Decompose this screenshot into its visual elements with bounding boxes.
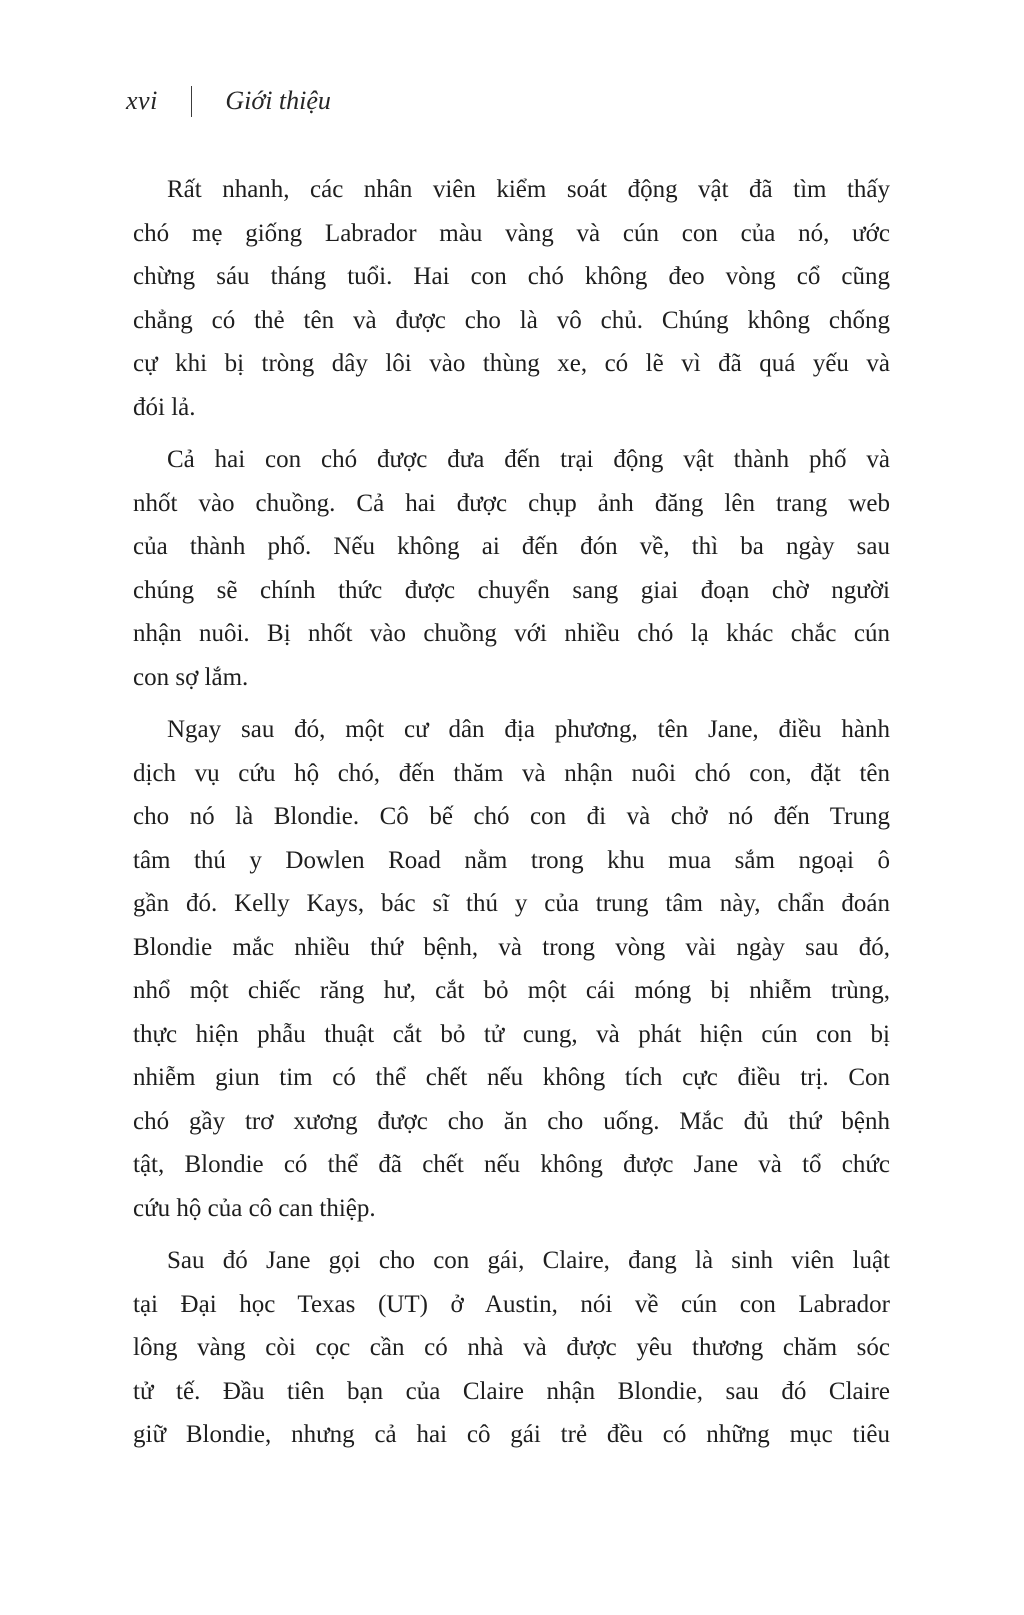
body-text	[133, 168, 890, 1466]
text-line: cứu hộ của cô can thiệp.	[133, 1194, 376, 1222]
text-line: nhận nuôi. Bị nhốt vào chuồng với nhiều chó lạ khác chắc cún	[133, 620, 890, 647]
text-line: Sau đó Jane gọi cho con gái, Claire, đang là sinh viên luật	[167, 1247, 890, 1274]
text-line: chó mẹ giống Labrador màu vàng và cún con của nó, ước	[133, 219, 890, 247]
text-line: tử tế. Đầu tiên bạn của Claire nhận Blondie, sau đó Claire	[133, 1377, 890, 1405]
text-line: dịch vụ cứu hộ chó, đến thăm và nhận nuôi chó con, đặt tên	[133, 759, 890, 787]
text-line: thực hiện phẫu thuật cắt bỏ tử cung, và phát hiện cún con bị	[133, 1020, 890, 1048]
paragraph	[133, 438, 890, 699]
text-line: Ngay sau đó, một cư dân địa phương, tên Jane, điều hành	[167, 716, 890, 743]
text-line: Cả hai con chó được đưa đến trại động vật thành phố và	[167, 446, 890, 473]
text-line: lông vàng còi cọc cần có nhà và được yêu thương chăm sóc	[133, 1334, 890, 1361]
text-line: gần đó. Kelly Kays, bác sĩ thú y của trung tâm này, chẩn đoán	[133, 890, 890, 917]
text-line: tại Đại học Texas (UT) ở Austin, nói về cún con Labrador	[133, 1290, 890, 1318]
header-separator-rule	[191, 86, 193, 117]
text-line: của thành phố. Nếu không ai đến đón về, thì ba ngày sau	[133, 533, 890, 560]
text-line: Blondie mắc nhiều thứ bệnh, và trong vòng vài ngày sau đó,	[133, 933, 890, 961]
paragraph	[133, 168, 890, 429]
text-line: nhổ một chiếc răng hư, cắt bỏ một cái móng bị nhiễm trùng,	[133, 977, 890, 1004]
paragraph	[133, 708, 890, 1230]
text-line: tật, Blondie có thể đã chết nếu không được Jane và tổ chức	[133, 1151, 890, 1178]
text-line: cho nó là Blondie. Cô bế chó con đi và chở nó đến Trung	[133, 803, 890, 830]
text-line: nhốt vào chuồng. Cả hai được chụp ảnh đăng lên trang web	[133, 489, 890, 517]
text-line: đói lả.	[133, 393, 196, 421]
section-title: Giới thiệu	[225, 86, 331, 115]
paragraph	[133, 1239, 890, 1457]
text-line: giữ Blondie, nhưng cả hai cô gái trẻ đều có những mục tiêu	[133, 1421, 890, 1448]
text-line: nhiễm giun tim có thể chết nếu không tích cực điều trị. Con	[133, 1064, 890, 1091]
text-line: cự khi bị tròng dây lôi vào thùng xe, có lẽ vì đã quá yếu và	[133, 350, 890, 377]
text-line: chó gầy trơ xương được cho ăn cho uống. Mắc đủ thứ bệnh	[133, 1107, 890, 1135]
text-line: Rất nhanh, các nhân viên kiểm soát động vật đã tìm thấy	[167, 176, 890, 203]
text-line: chừng sáu tháng tuổi. Hai con chó không đeo vòng cổ cũng	[133, 263, 890, 290]
text-line: con sợ lắm.	[133, 663, 249, 691]
text-line: chẳng có thẻ tên và được cho là vô chủ. Chúng không chống	[133, 306, 890, 334]
page-number: xvi	[126, 86, 158, 115]
text-line: chúng sẽ chính thức được chuyển sang giai đoạn chờ người	[133, 576, 890, 604]
text-line: tâm thú y Dowlen Road nằm trong khu mua sắm ngoại ô	[133, 846, 890, 874]
running-header	[126, 84, 331, 118]
